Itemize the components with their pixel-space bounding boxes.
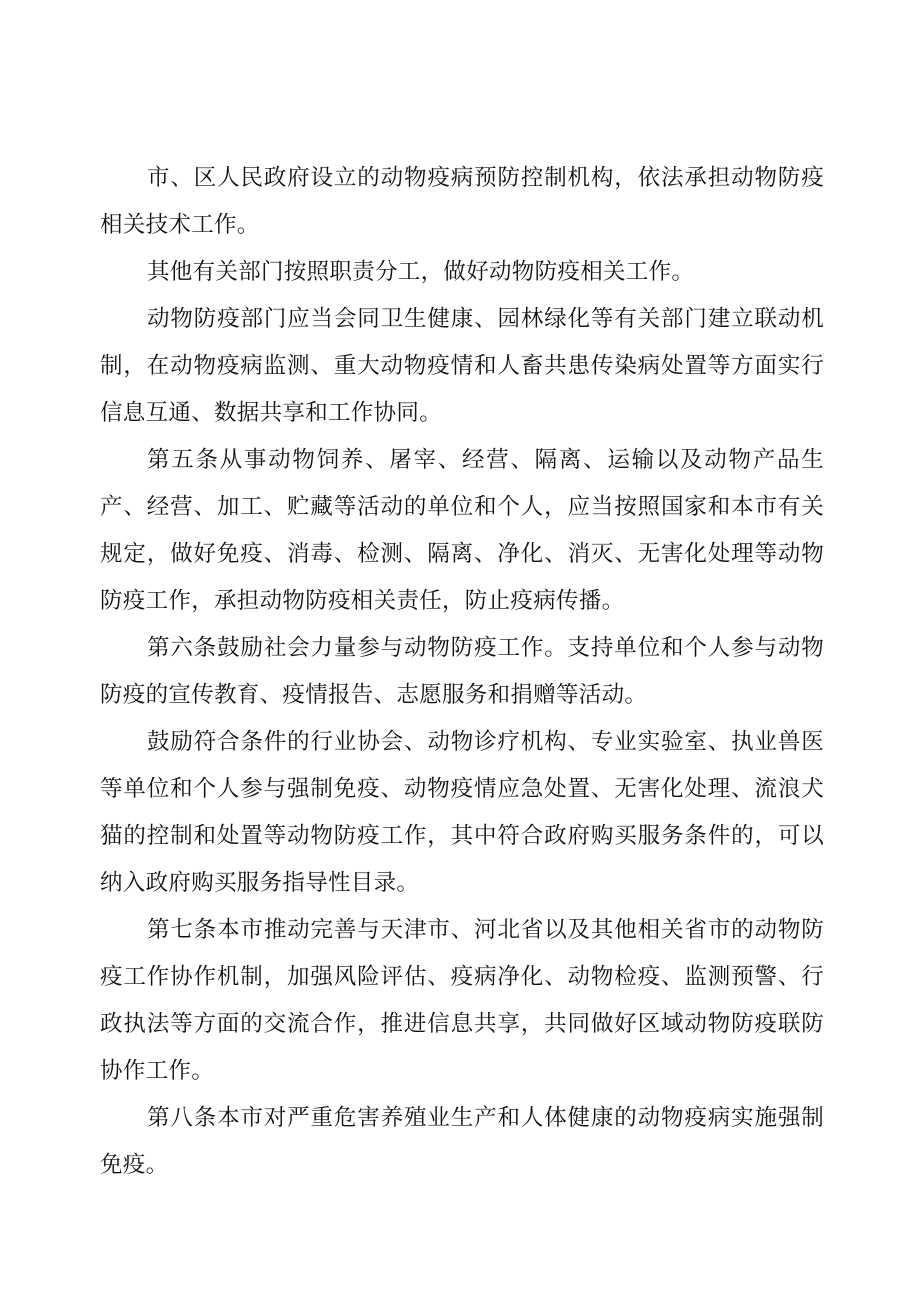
paragraph-6: 鼓励符合条件的行业协会、动物诊疗机构、专业实验室、执业兽医等单位和个人参与强制免疫、动物疫情应急处置、无害化处理、流浪犬猫的控制和处置等动物防疫工作，其中符合政府购买服务条件的，可以纳入政府购买服务指导性目录。 — [100, 729, 824, 896]
document-body — [100, 155, 824, 1189]
paragraph-3: 动物防疫部门应当会同卫生健康、园林绿化等有关部门建立联动机制，在动物疫病监测、重大动物疫情和人畜共患传染病处置等方面实行信息互通、数据共享和工作协同。 — [100, 306, 824, 426]
paragraph-article-7: 第七条本市推动完善与天津市、河北省以及其他相关省市的动物防疫工作协作机制，加强风险评估、疫病净化、动物检疫、监测预警、行政执法等方面的交流合作，推进信息共享，共同做好区域动物防疫联防协作工作。 — [100, 917, 824, 1084]
paragraph-article-5: 第五条从事动物饲养、屠宰、经营、隔离、运输以及动物产品生产、经营、加工、贮藏等活动的单位和个人，应当按照国家和本市有关规定，做好免疫、消毒、检测、隔离、净化、消灭、无害化处理等动物防疫工作，承担动物防疫相关责任，防止疫病传播。 — [100, 447, 824, 614]
paragraph-1: 市、区人民政府设立的动物疫病预防控制机构，依法承担动物防疫相关技术工作。 — [100, 165, 824, 238]
paragraph-article-8: 第八条本市对严重危害养殖业生产和人体健康的动物疫病实施强制免疫。 — [100, 1105, 824, 1178]
paragraph-article-6: 第六条鼓励社会力量参与动物防疫工作。支持单位和个人参与动物防疫的宣传教育、疫情报告、志愿服务和捐赠等活动。 — [100, 635, 824, 708]
paragraph-2: 其他有关部门按照职责分工，做好动物防疫相关工作。 — [147, 259, 695, 285]
